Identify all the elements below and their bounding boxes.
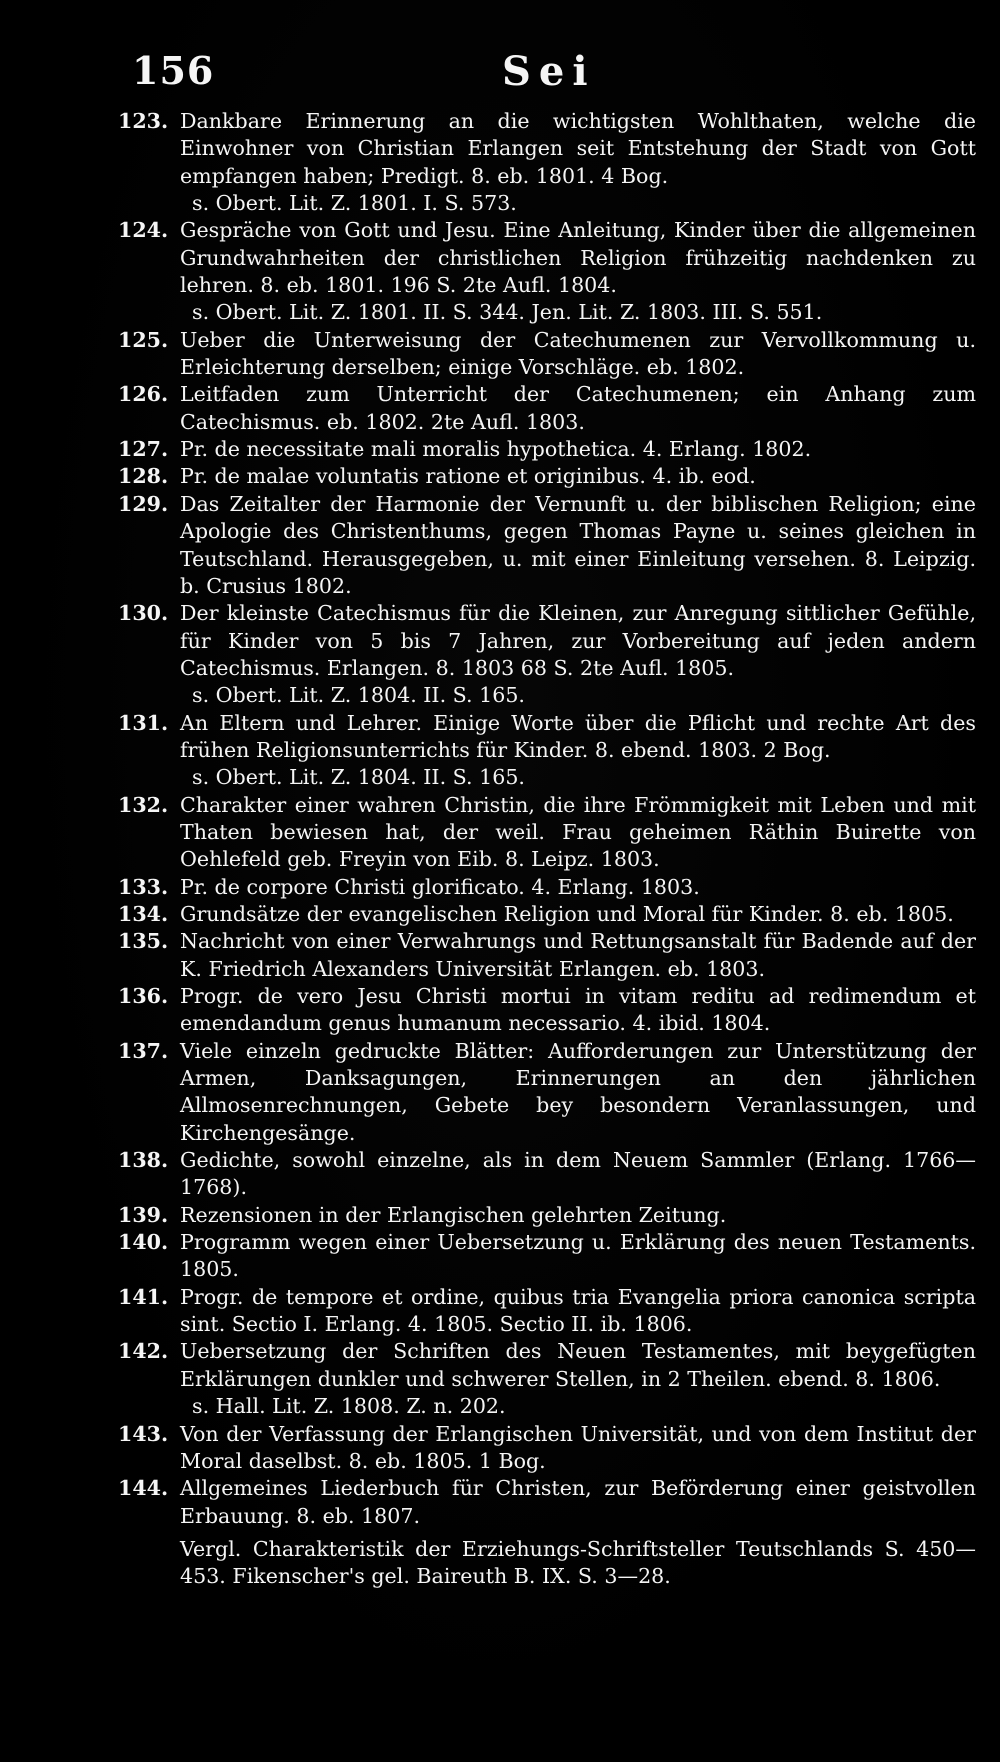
list-item — [118, 108, 976, 217]
list-item — [118, 874, 976, 901]
entry-number: 133. — [118, 874, 169, 899]
entry-number: 130. — [118, 601, 169, 626]
list-item — [118, 1421, 976, 1476]
entry-number: 144. — [118, 1476, 169, 1501]
page-header — [132, 48, 952, 108]
entry-number: 132. — [118, 792, 169, 817]
list-item — [118, 901, 976, 928]
entry-text: Allgemeines Liederbuch für Christen, zur Beförderung einer geistvollen Erbauung. 8. eb. 1807. — [180, 1476, 976, 1528]
entry-number: 134. — [118, 901, 169, 926]
entry-text: Programm wegen einer Uebersetzung u. Erklärung des neuen Testaments. 1805. — [180, 1230, 976, 1282]
entry-reference: s. Obert. Lit. Z. 1804. II. S. 165. — [192, 683, 525, 708]
entry-number: 124. — [118, 218, 169, 243]
entry-text: An Eltern und Lehrer. Einige Worte über die Pflicht und rechte Art des frühen Religionsunterrichts für Kinder. 8. ebend. 1803. 2 Bog. — [180, 710, 976, 762]
list-item — [118, 381, 976, 436]
list-item — [118, 327, 976, 382]
entry-text: Gedichte, sowohl einzelne, als in dem Neuem Sammler (Erlang. 1766—1768). — [180, 1148, 976, 1200]
entry-number: 123. — [118, 109, 169, 133]
entry-number: 143. — [118, 1421, 169, 1446]
entry-number: 141. — [118, 1284, 169, 1309]
entry-number: 139. — [118, 1202, 169, 1227]
entry-text: Pr. de malae voluntatis ratione et originibus. 4. ib. eod. — [180, 464, 756, 489]
list-item — [118, 600, 976, 709]
bibliography-note: Vergl. Charakteristik der Erziehungs-Schriftsteller Teutschlands S. 450—453. Fikenscher's gel. Baireuth B. IX. S. 3—28. — [180, 1536, 976, 1589]
entry-reference: s. Obert. Lit. Z. 1801. II. S. 344. Jen. Lit. Z. 1803. III. S. 551. — [192, 300, 823, 325]
page-number: 156 — [132, 48, 215, 93]
entry-text: Leitfaden zum Unterricht der Catechumenen; ein Anhang zum Catechismus. eb. 1802. 2te Aufl. 1803. — [180, 382, 976, 434]
list-item — [118, 491, 976, 600]
entry-text: Das Zeitalter der Harmonie der Vernunft u. der biblischen Religion; eine Apologie des Christenthums, gegen Thomas Payne u. seines gleichen in Teutschland. Herausgegeben, u. mit einer Einleitung versehen. 8. Leipzig. b. Crusius 1802. — [180, 491, 976, 598]
list-item — [118, 1147, 976, 1202]
list-item — [118, 1229, 976, 1284]
entry-reference: s. Obert. Lit. Z. 1801. I. S. 573. — [192, 191, 517, 216]
entry-text: Viele einzeln gedruckte Blätter: Aufforderungen zur Unterstützung der Armen, Danksagungen, Erinnerungen an den jährlichen Allmosenrechnungen, Gebete bey besondern Veranlassungen, und Kirchengesänge. — [180, 1038, 976, 1145]
list-item — [118, 1338, 976, 1420]
list-item — [118, 983, 976, 1038]
entry-number: 135. — [118, 929, 169, 954]
entry-number: 140. — [118, 1230, 169, 1255]
entry-text: Gespräche von Gott und Jesu. Eine Anleitung, Kinder über die allgemeinen Grundwahrheiten der christlichen Religion frühzeitig nachdenken zu lehren. 8. eb. 1801. 196 S. 2te Aufl. 1804. — [180, 218, 976, 298]
list-item — [118, 1202, 976, 1229]
entry-number: 136. — [118, 984, 169, 1008]
entry-number: 126. — [118, 382, 169, 407]
entry-text: Pr. de corpore Christi glorificato. 4. Erlang. 1803. — [180, 874, 700, 899]
entry-reference: s. Hall. Lit. Z. 1808. Z. n. 202. — [192, 1394, 506, 1419]
entry-reference: s. Obert. Lit. Z. 1804. II. S. 165. — [192, 765, 525, 790]
entry-number: 127. — [118, 437, 169, 462]
entry-text: Progr. de tempore et ordine, quibus tria Evangelia priora canonica scripta sint. Sectio I. Erlang. 4. 1805. Sectio II. ib. 1806. — [180, 1284, 976, 1337]
entry-number: 131. — [118, 710, 169, 735]
list-item — [118, 1038, 976, 1147]
entry-number: 129. — [118, 491, 169, 516]
running-head: Sei — [502, 48, 596, 95]
entry-text: Nachricht von einer Verwahrungs und Rettungsanstalt für Badende auf der K. Friedrich Alexanders Universität Erlangen. eb. 1803. — [180, 929, 976, 981]
list-item — [118, 217, 976, 326]
entry-text: Progr. de vero Jesu Christi mortui in vitam reditu ad redimendum et emendandum genus humanum necessario. 4. ibid. 1804. — [180, 984, 976, 1036]
entry-text: Dankbare Erinnerung an die wichtigsten Wohlthaten, welche die Einwohner von Christian Erlangen seit Entstehung der Stadt von Gott empfangen haben; Predigt. 8. eb. 1801. 4 Bog. — [180, 109, 976, 188]
list-item — [118, 928, 976, 983]
entry-number: 125. — [118, 327, 169, 352]
list-item — [118, 792, 976, 874]
entry-number: 142. — [118, 1339, 169, 1364]
entry-text: Charakter einer wahren Christin, die ihre Frömmigkeit mit Leben und mit Thaten bewiesen hat, der weil. Frau geheimen Räthin Buirette von Oehlefeld geb. Freyin von Eib. 8. Leipz. 1803. — [180, 792, 976, 872]
entry-number: 137. — [118, 1038, 169, 1063]
entry-text: Rezensionen in der Erlangischen gelehrten Zeitung. — [180, 1202, 727, 1227]
list-item — [118, 1284, 976, 1339]
entry-list — [118, 108, 976, 1591]
entry-text: Von der Verfassung der Erlangischen Universität, und von dem Institut der Moral daselbst. 8. eb. 1805. 1 Bog. — [180, 1421, 976, 1473]
list-item — [118, 1475, 976, 1530]
entry-text: Grundsätze der evangelischen Religion und Moral für Kinder. 8. eb. 1805. — [180, 901, 954, 926]
entry-text: Ueber die Unterweisung der Catechumenen zur Vervollkommung u. Erleichterung derselben; einige Vorschläge. eb. 1802. — [180, 327, 976, 380]
list-item — [118, 436, 976, 463]
list-item — [118, 710, 976, 792]
entry-text: Pr. de necessitate mali moralis hypothetica. 4. Erlang. 1802. — [180, 437, 812, 462]
list-item — [118, 463, 976, 490]
entry-number: 128. — [118, 464, 169, 489]
entry-text: Uebersetzung der Schriften des Neuen Testamentes, mit beygefügten Erklärungen dunkler und schwerer Stellen, in 2 Theilen. ebend. 8. 1806. — [180, 1339, 976, 1391]
entry-text: Der kleinste Catechismus für die Kleinen, zur Anregung sittlicher Gefühle, für Kinder von 5 bis 7 Jahren, zur Vorbereitung auf jeden andern Catechismus. Erlangen. 8. 1803 68 S. 2te Aufl. 1805. — [180, 601, 976, 680]
entry-number: 138. — [118, 1148, 169, 1173]
